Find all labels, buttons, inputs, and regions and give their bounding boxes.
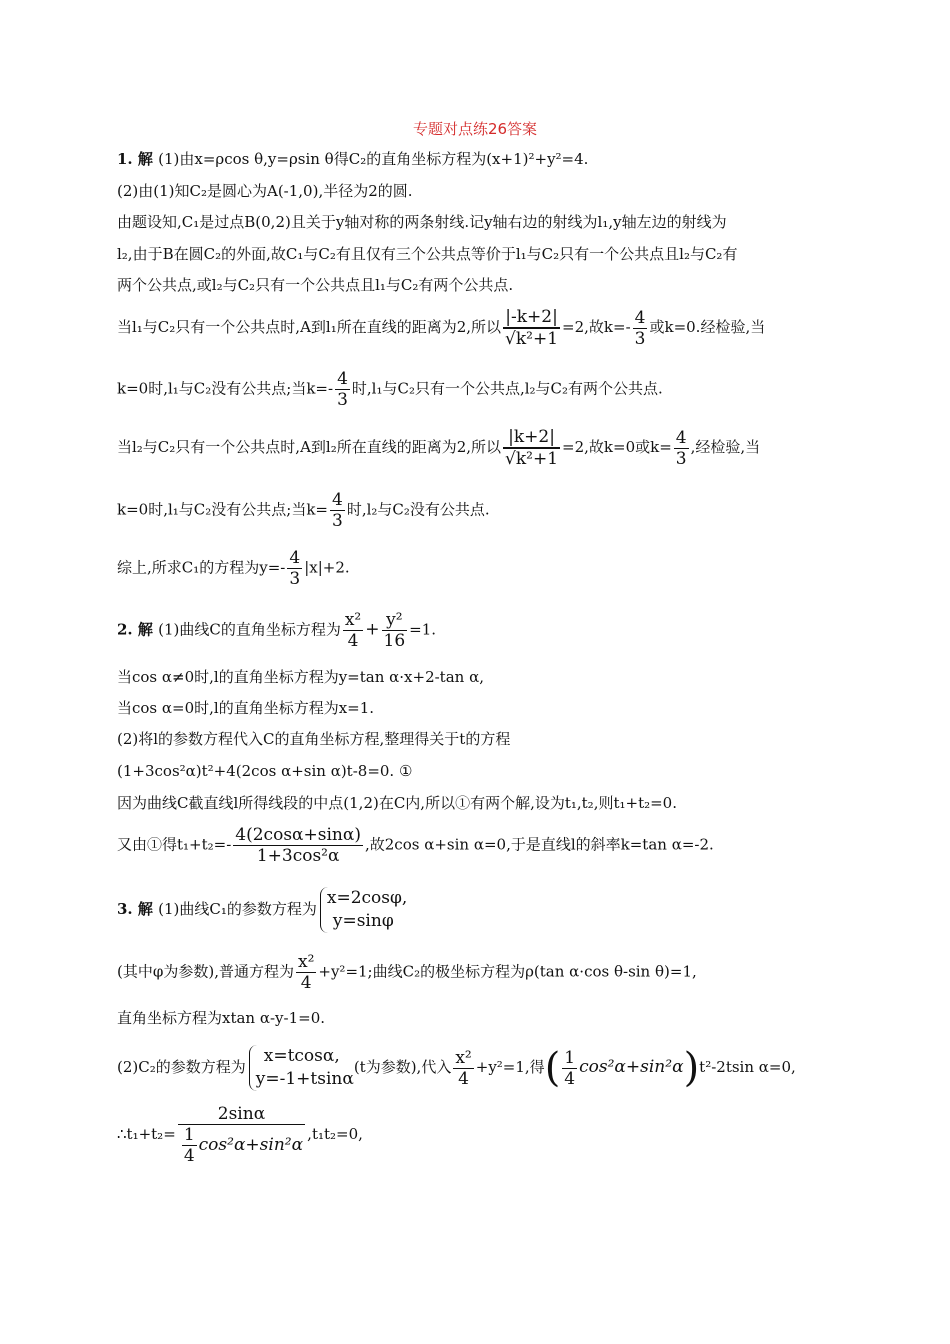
frac-den (178, 1125, 305, 1166)
p2-text-7a: 又由①得t₁+t₂=- (117, 835, 232, 854)
system-eq-1: x=2cosφ, (326, 888, 408, 908)
ellipse-fraction-y (382, 610, 408, 651)
p1-text-7b: 时,l₁与C₂只有一个公共点,l₂与C₂有两个公共点. (351, 379, 663, 398)
left-paren: ( (544, 1045, 561, 1091)
distance-fraction-2 (503, 427, 560, 469)
p2-line-5: (1+3cos²α)t²+4(2cos α+sin α)t-8=0. ① (117, 762, 413, 780)
sum-fraction-3 (178, 1104, 305, 1166)
p2-line-3: 当cos α=0时,l的直角坐标方程为x=1. (117, 699, 375, 717)
p3-text-4b: (t为参数),代入 (353, 1058, 452, 1076)
frac-num: |-k+2| (503, 307, 560, 328)
p3-text-4a: (2)C₂的参数方程为 (117, 1058, 246, 1076)
p1-text-6a: 当l₁与C₂只有一个公共点时,A到l₁所在直线的距离为2,所以 (117, 318, 502, 336)
frac-num: 4 (331, 490, 343, 510)
frac-den: 4 (458, 1068, 469, 1089)
p2-text-1: (1)曲线C的直角坐标方程为 (158, 620, 341, 639)
p1-text-6b: =2,故k=- (562, 318, 631, 336)
p2-line-4: (2)将l的参数方程代入C的直角坐标方程,整理得关于t的方程 (117, 730, 511, 748)
frac-num: 4 (337, 369, 348, 389)
fraction-x2-4 (453, 1048, 473, 1089)
p2-line-7 (117, 825, 714, 866)
p1-text-9b: 时,l₂与C₂没有公共点. (346, 500, 490, 519)
p3-text-4c: +y²=1,得 (475, 1058, 545, 1076)
p3-line-2 (117, 952, 697, 993)
system-eq-1: x=tcosα, (263, 1046, 340, 1066)
p1-text-1: (1)由x=ρcos θ,y=ρsin θ得C₂的直角坐标方程为(x+1)²+y²=4. (158, 150, 589, 168)
param-system-c2 (249, 1045, 354, 1091)
p3-text-5b: ,t₁t₂=0, (307, 1125, 363, 1143)
right-paren: ) (683, 1045, 700, 1091)
p2-line-2: 当cos α≠0时,l的直角坐标方程为y=tan α·x+2-tan α, (117, 668, 484, 686)
plus-sign: + (365, 619, 380, 640)
frac-den: 3 (331, 511, 343, 531)
p1-label: 1. 解 (117, 150, 159, 168)
p2-line-6: 因为曲线C截直线l所得线段的中点(1,2)在C内,所以①有两个解,设为t₁,t₂,则t₁+t₂=0. (117, 794, 677, 812)
p3-line-3: 直角坐标方程为xtan α-y-1=0. (117, 1009, 326, 1027)
frac-den: 1+3cos²α (256, 846, 340, 866)
p1-text-6c: 或k=0.经检验,当 (649, 318, 766, 336)
frac-num: 4 (634, 307, 646, 328)
sum-fraction (233, 825, 363, 866)
p2-label: 2. 解 (117, 620, 159, 639)
p1-line-5: 两个公共点,或l₂与C₂只有一个公共点且l₁与C₂有两个公共点. (117, 276, 514, 294)
p3-text-5a: ∴t₁+t₂= (117, 1125, 176, 1143)
paren-content: cos²α+sin²α (579, 1057, 684, 1077)
frac-num: 1 (183, 1125, 195, 1145)
frac-num: x² (455, 1047, 472, 1068)
system-eq-2: y=sinφ (332, 911, 394, 931)
p1-text-9a: k=0时,l₁与C₂没有公共点;当k= (117, 500, 328, 519)
frac-den: √k²+1 (505, 329, 559, 349)
p1-line-1 (117, 149, 588, 169)
p2-line-1 (117, 610, 436, 651)
frac-den: 3 (675, 448, 687, 469)
p1-line-2: (2)由(1)知C₂是圆心为A(-1,0),半径为2的圆. (117, 182, 413, 200)
fraction-4-3 (674, 428, 689, 469)
p1-text-8a: 当l₂与C₂只有一个公共点时,A到l₂所在直线的距离为2,所以 (117, 438, 502, 456)
fraction-x2-4 (296, 952, 316, 993)
frac-num: y² (382, 610, 408, 631)
p1-line-3: 由题设知,C₁是过点B(0,2)且关于y轴对称的两条射线.记y轴右边的射线为l₁,y轴左边的射线为 (117, 213, 727, 231)
p1-text-7a: k=0时,l₁与C₂没有公共点;当k=- (117, 379, 334, 398)
fraction-4-3 (335, 369, 350, 410)
fraction-4-3 (287, 548, 302, 589)
frac-den: 4 (564, 1068, 576, 1089)
frac-den: 3 (634, 328, 646, 349)
distance-fraction-1 (503, 307, 560, 349)
p2-text-7b: ,故2cos α+sin α=0,于是直线l的斜率k=tan α=-2. (365, 835, 714, 854)
p3-line-4 (117, 1045, 796, 1091)
p3-line-5 (117, 1104, 363, 1166)
frac-num: |k+2| (503, 427, 560, 448)
frac-num: 4 (289, 548, 301, 568)
param-system-c1 (320, 887, 407, 933)
p1-text-8c: ,经检验,当 (690, 438, 761, 456)
p1-line-9 (117, 490, 490, 531)
frac-den: 16 (383, 631, 406, 651)
p1-line-10 (117, 548, 350, 589)
system-eq-2: y=-1+tsinα (255, 1069, 354, 1089)
den-content: cos²α+sin²α (198, 1135, 304, 1155)
frac-den: 3 (337, 390, 348, 410)
p1-text-8b: =2,故k=0或k= (562, 438, 672, 456)
fraction-1-4 (562, 1048, 577, 1089)
fraction-4-3 (330, 490, 345, 531)
p3-text-2a: (其中φ为参数),普通方程为 (117, 962, 294, 981)
p2-text-1c: =1. (409, 620, 437, 639)
p3-text-2b: +y²=1;曲线C₂的极坐标方程为ρ(tan α·cos θ-sin θ)=1, (318, 962, 697, 981)
p1-line-8 (117, 427, 760, 469)
frac-num: 1 (564, 1047, 576, 1068)
frac-den: 4 (347, 631, 359, 651)
p3-text-1: (1)曲线C₁的参数方程为 (158, 900, 317, 918)
frac-den: 4 (183, 1146, 195, 1166)
p1-text-10a: 综上,所求C₁的方程为y=- (117, 558, 286, 577)
p1-line-7 (117, 369, 663, 410)
frac-num: 4(2cosα+sinα) (235, 825, 361, 845)
fraction-1-4 (182, 1125, 197, 1166)
frac-num: 2sinα (178, 1104, 305, 1125)
frac-num: x² (297, 952, 315, 972)
p3-label: 3. 解 (117, 900, 159, 918)
p3-line-1 (117, 887, 407, 933)
frac-num: x² (344, 610, 362, 630)
p3-text-4d: t²-2tsin α=0, (699, 1058, 796, 1076)
p1-text-10b: |x|+2. (304, 558, 350, 577)
page-title: 专题对点练26答案 (412, 120, 538, 138)
frac-den: 3 (289, 569, 301, 589)
p1-line-4: l₂,由于B在圆C₂的外面,故C₁与C₂有且仅有三个公共点等价于l₁与C₂只有一个公共点且l₂与C₂有 (117, 245, 738, 263)
frac-den: √k²+1 (505, 449, 559, 469)
frac-num: 4 (675, 427, 687, 448)
ellipse-fraction-x (343, 610, 363, 651)
p1-line-6 (117, 307, 765, 349)
frac-den: 4 (300, 973, 312, 993)
fraction-4-3 (633, 308, 648, 349)
